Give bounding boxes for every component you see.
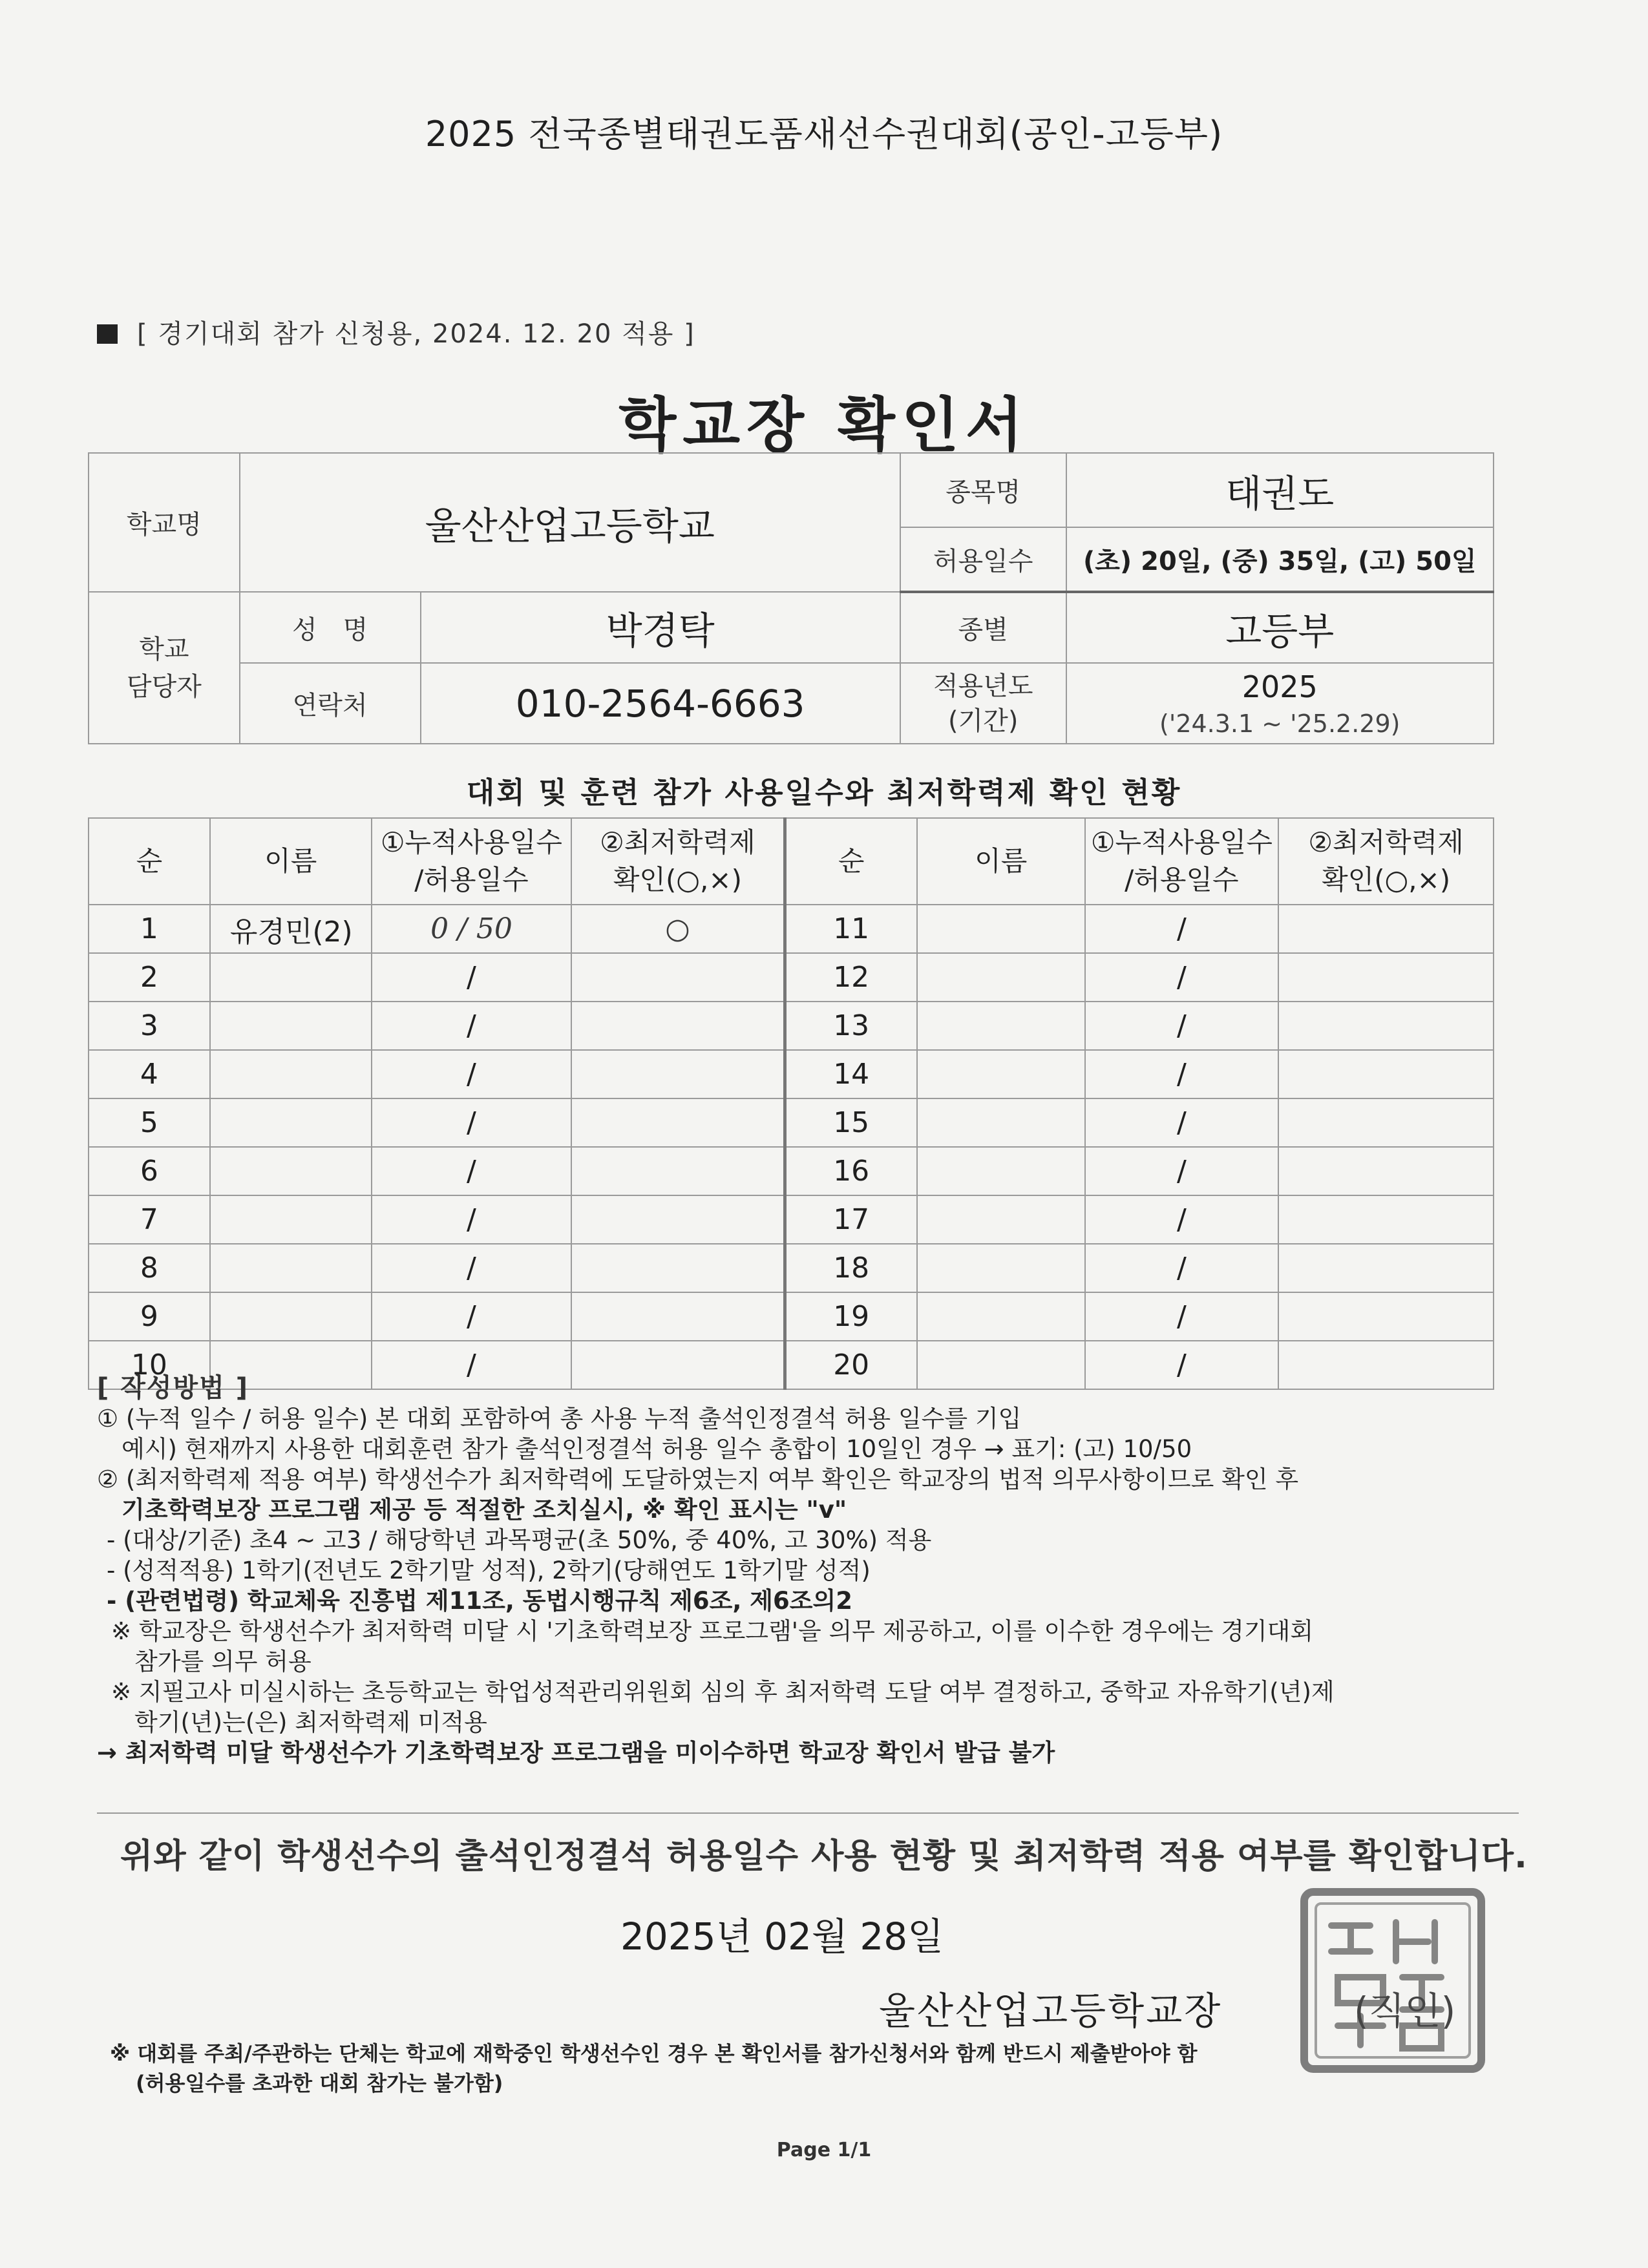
row-min (571, 1002, 785, 1050)
applied-note-text: [ 경기대회 참가 신청용, 2024. 12. 20 적용 ] (137, 319, 695, 349)
contest-title: 2025 전국종별태권도품새선수권대회(공인-고등부) (425, 114, 1223, 154)
row-min (1278, 1002, 1494, 1050)
table-row (89, 953, 1494, 1002)
row-min (571, 1244, 785, 1292)
row-no: 2 (89, 953, 210, 1002)
table-row (89, 1244, 1494, 1292)
row-name (917, 1002, 1085, 1050)
row-days: / (1085, 953, 1279, 1002)
row-no: 18 (785, 1244, 917, 1292)
row-days: / (1085, 1147, 1279, 1195)
col-min: ②최저학력제 확인(○,×) (1278, 818, 1494, 905)
instruction-line: 기초학력보장 프로그램 제공 등 적절한 조치실시, ※ 확인 표시는 "v" (121, 1496, 847, 1524)
row-days: / (1085, 1050, 1279, 1098)
row-days: / (372, 953, 572, 1002)
table-row (89, 1147, 1494, 1195)
instruction-line: ※ 지필고사 미실시하는 초등학교는 학업성적관리위원회 심의 후 최저학력 도달 여부 결정하고, 중학교 자유학기(년)제 (111, 1678, 1335, 1706)
row-no: 6 (89, 1147, 210, 1195)
row-name (917, 1292, 1085, 1341)
roster-table (88, 817, 1494, 1390)
instruction-line: - (대상/기준) 초4 ~ 고3 / 해당학년 과목평균(초 50%, 중 40%, 고 30%) 적용 (107, 1526, 932, 1554)
row-no: 19 (785, 1292, 917, 1341)
square-bullet-icon (97, 324, 118, 344)
row-min (571, 1195, 785, 1244)
row-name (210, 1098, 372, 1147)
row-days: / (372, 1050, 572, 1098)
col-no: 순 (89, 818, 210, 905)
instruction-line: 학기(년)는(은) 최저학력제 미적용 (134, 1708, 487, 1736)
year-value: 2025 (1241, 669, 1318, 704)
confirmation-statement: 위와 같이 학생선수의 출석인정결석 허용일수 사용 현황 및 최저학력 적용 여부를 확인합니다. (120, 1837, 1528, 1876)
applied-note (97, 313, 695, 350)
col-days: ①누적사용일수 /허용일수 (372, 818, 572, 905)
instruction-line: 참가를 의무 허용 (134, 1648, 312, 1675)
row-days: / (372, 1341, 572, 1389)
row-name: 유경민(2) (210, 905, 372, 953)
row-no: 16 (785, 1147, 917, 1195)
row-days: 0 / 50 (372, 905, 572, 953)
row-no: 4 (89, 1050, 210, 1098)
name-label: 성 명 (240, 592, 421, 663)
row-min (1278, 1098, 1494, 1147)
year-label: 적용년도 (기간) (900, 663, 1066, 744)
document-title: 학교장 확인서 (618, 391, 1030, 460)
row-days: / (1085, 1244, 1279, 1292)
row-min (1278, 1050, 1494, 1098)
row-name (210, 1292, 372, 1341)
row-name (917, 1244, 1085, 1292)
table-row (89, 905, 1494, 953)
school-value: 울산산업고등학교 (240, 453, 900, 592)
seal-label: (직인) (1354, 1989, 1456, 2033)
row-name (917, 1050, 1085, 1098)
table-row (89, 1002, 1494, 1050)
contact-label: 연락처 (240, 663, 421, 744)
row-name (210, 1002, 372, 1050)
manager-label: 학교 담당자 (89, 592, 240, 744)
row-min (1278, 953, 1494, 1002)
row-days: / (372, 1195, 572, 1244)
row-min (571, 1292, 785, 1341)
row-days: / (372, 1098, 572, 1147)
row-min (1278, 1147, 1494, 1195)
instructions (97, 1373, 1519, 1768)
row-days: / (1085, 905, 1279, 953)
row-min (571, 1147, 785, 1195)
footnote-line: (허용일수를 초과한 대회 참가는 불가함) (136, 2071, 503, 2095)
row-no: 3 (89, 1002, 210, 1050)
principal-name: 울산산업고등학교장 (879, 1989, 1223, 2033)
row-days: / (1085, 1292, 1279, 1341)
row-min (1278, 1195, 1494, 1244)
row-name (917, 1098, 1085, 1147)
instruction-line: - (관련법령) 학교체육 진흥법 제11조, 동법시행규칙 제6조, 제6조의2 (107, 1587, 852, 1615)
row-no: 7 (89, 1195, 210, 1244)
row-days: / (372, 1244, 572, 1292)
row-days: / (372, 1292, 572, 1341)
row-min (1278, 905, 1494, 953)
row-name (917, 905, 1085, 953)
name-value: 박경탁 (421, 592, 900, 663)
row-name (210, 1195, 372, 1244)
row-name (210, 1244, 372, 1292)
roster-title: 대회 및 훈련 참가 사용일수와 최저학력제 확인 현황 (466, 775, 1182, 810)
col-days: ①누적사용일수 /허용일수 (1085, 818, 1279, 905)
row-no: 14 (785, 1050, 917, 1098)
row-min: ○ (571, 905, 785, 953)
instruction-line: ※ 학교장은 학생선수가 최저학력 미달 시 '기초학력보장 프로그램'을 의무 제공하고, 이를 이수한 경우에는 경기대회 (111, 1617, 1314, 1645)
table-row (89, 1050, 1494, 1098)
row-no: 10 (89, 1341, 210, 1389)
col-name: 이름 (917, 818, 1085, 905)
row-name (917, 1195, 1085, 1244)
row-no: 20 (785, 1341, 917, 1389)
row-no: 1 (89, 905, 210, 953)
row-no: 8 (89, 1244, 210, 1292)
table-row (89, 1098, 1494, 1147)
row-no: 11 (785, 905, 917, 953)
row-name (917, 1147, 1085, 1195)
table-row (89, 1195, 1494, 1244)
row-no: 17 (785, 1195, 917, 1244)
row-days: / (1085, 1341, 1279, 1389)
row-name (210, 953, 372, 1002)
row-min (1278, 1244, 1494, 1292)
row-min (571, 1098, 785, 1147)
row-name (210, 1050, 372, 1098)
issue-date: 2025년 02월 28일 (620, 1915, 944, 1958)
allowed-days-label: 허용일수 (900, 527, 1066, 592)
year-period: ('24.3.1 ~ '25.2.29) (1159, 709, 1400, 738)
instruction-line: → 최저학력 미달 학생선수가 기초학력보장 프로그램을 미이수하면 학교장 확인서 발급 불가 (97, 1739, 1055, 1767)
instructions-heading: [ 작성방법 ] (97, 1373, 249, 1403)
division-value: 고등부 (1066, 592, 1494, 663)
footnote (110, 2039, 1545, 2098)
row-name (210, 1147, 372, 1195)
division-label: 종별 (900, 592, 1066, 663)
school-info-table (88, 452, 1494, 744)
year-cell (1066, 663, 1494, 744)
instruction-line: - (성적적용) 1학기(전년도 2학기말 성적), 2학기(당해연도 1학기말 성적) (107, 1557, 871, 1584)
col-no: 순 (785, 818, 917, 905)
row-days: / (1085, 1002, 1279, 1050)
col-min: ②최저학력제 확인(○,×) (571, 818, 785, 905)
allowed-days-value: (초) 20일, (중) 35일, (고) 50일 (1066, 527, 1494, 592)
row-days: / (372, 1147, 572, 1195)
row-days: / (1085, 1098, 1279, 1147)
row-name (917, 953, 1085, 1002)
row-no: 5 (89, 1098, 210, 1147)
event-value: 태권도 (1066, 453, 1494, 527)
table-row (89, 1292, 1494, 1341)
divider (97, 1812, 1519, 1814)
school-label: 학교명 (89, 453, 240, 592)
row-no: 9 (89, 1292, 210, 1341)
contact-value: 010-2564-6663 (421, 663, 900, 744)
row-days: / (372, 1002, 572, 1050)
row-no: 12 (785, 953, 917, 1002)
footnote-line: ※ 대회를 주최/주관하는 단체는 학교에 재학중인 학생선수인 경우 본 확인서를 참가신청서와 함께 반드시 제출받아야 함 (110, 2041, 1198, 2066)
instruction-line: 예시) 현재까지 사용한 대회훈련 참가 출석인정결석 허용 일수 총합이 10일인 경우 → 표기: (고) 10/50 (121, 1435, 1192, 1463)
row-min (571, 953, 785, 1002)
row-days: / (1085, 1195, 1279, 1244)
row-no: 15 (785, 1098, 917, 1147)
event-label: 종목명 (900, 453, 1066, 527)
page-number: Page 1/1 (776, 2139, 872, 2161)
row-min (571, 1050, 785, 1098)
col-name: 이름 (210, 818, 372, 905)
instruction-line: ② (최저학력제 적용 여부) 학생선수가 최저학력에 도달하였는지 여부 확인은 학교장의 법적 의무사항이므로 확인 후 (97, 1465, 1299, 1493)
instruction-line: ① (누적 일수 / 허용 일수) 본 대회 포함하여 총 사용 누적 출석인정결석 허용 일수를 기입 (97, 1405, 1022, 1433)
row-no: 13 (785, 1002, 917, 1050)
row-min (1278, 1292, 1494, 1341)
